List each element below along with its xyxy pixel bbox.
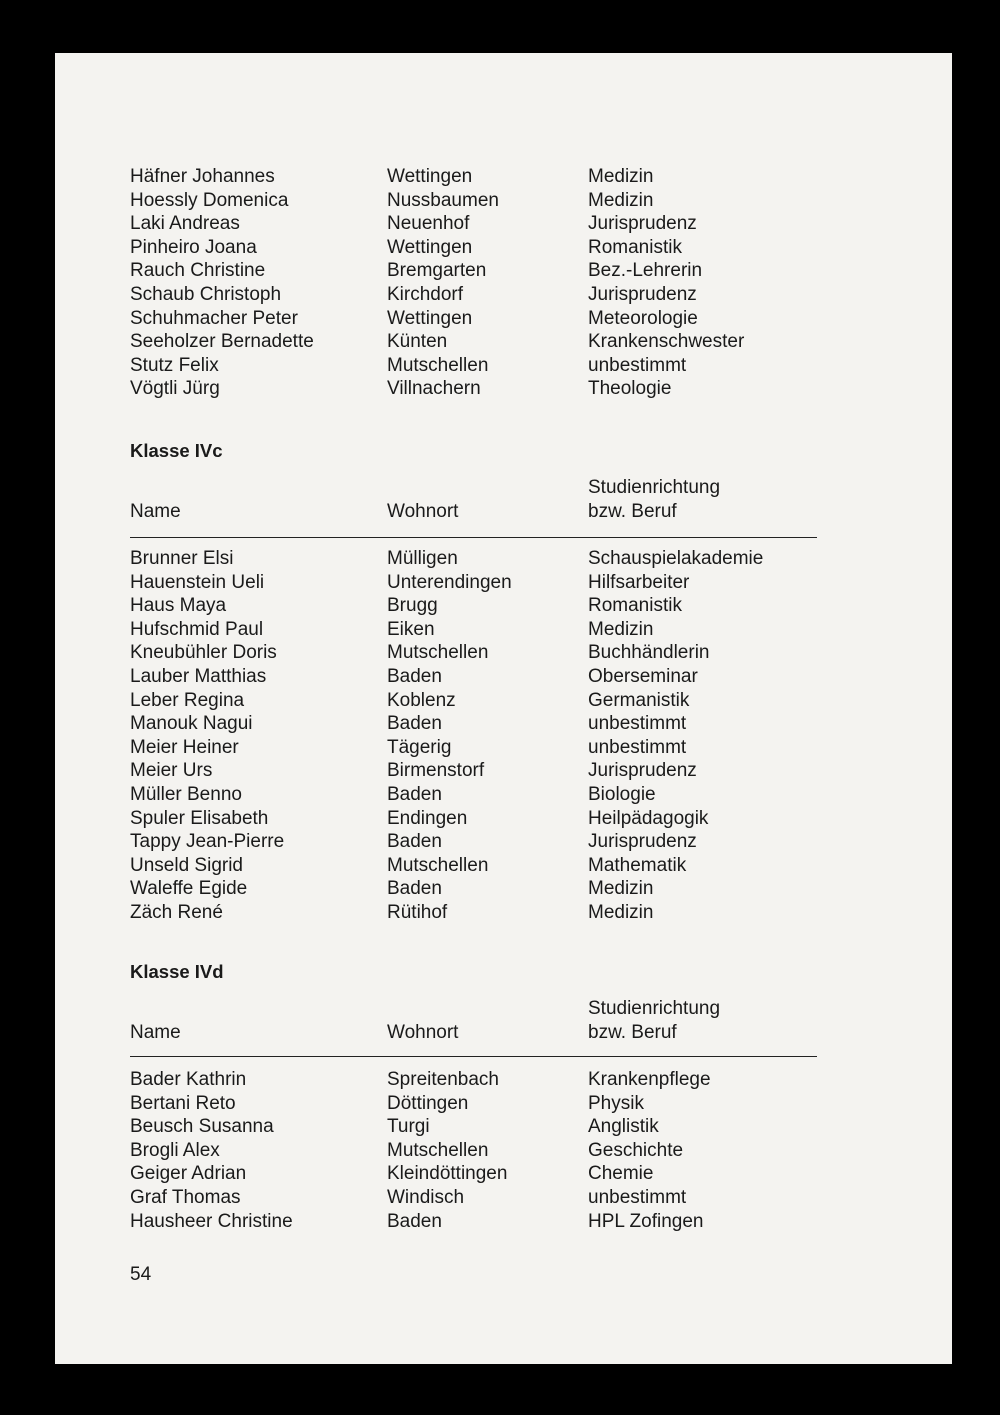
name-cell: Meier Heiner: [130, 736, 239, 758]
studienrichtung-cell: Anglistik: [588, 1116, 659, 1138]
name-cell: Bertani Reto: [130, 1092, 236, 1114]
studienrichtung-cell: Bez.-Lehrerin: [588, 260, 703, 282]
wohnort-cell: Windisch: [387, 1186, 465, 1208]
column-headers-ivd: [130, 997, 820, 1047]
studienrichtung-cell: Jurisprudenz: [588, 760, 697, 782]
column-header-name: Name: [130, 1022, 181, 1043]
studienrichtung-cell: HPL Zofingen: [588, 1210, 704, 1232]
studienrichtung-cell: Medizin: [588, 901, 654, 923]
wohnort-cell: Bremgarten: [387, 260, 487, 282]
wohnort-cell: Brugg: [387, 595, 438, 617]
studienrichtung-cell: Medizin: [588, 878, 654, 900]
studienrichtung-cell: Schauspielakademie: [588, 548, 764, 569]
studienrichtung-cell: Chemie: [588, 1163, 654, 1185]
column-header-wohnort: Wohnort: [387, 501, 459, 522]
studienrichtung-cell: Buchhändlerin: [588, 642, 710, 664]
name-cell: Hausheer Christine: [130, 1210, 293, 1232]
wohnort-cell: Baden: [387, 831, 442, 853]
wohnort-cell: Tägerig: [387, 736, 452, 758]
wohnort-cell: Kirchdorf: [387, 283, 464, 305]
wohnort-cell: Baden: [387, 878, 442, 900]
name-cell: Häfner Johannes: [130, 166, 275, 187]
name-cell: Leber Regina: [130, 689, 245, 711]
wohnort-cell: Künten: [387, 331, 448, 353]
name-cell: Geiger Adrian: [130, 1163, 247, 1185]
column-header-wohnort: Wohnort: [387, 1022, 459, 1043]
wohnort-cell: Baden: [387, 783, 442, 805]
studienrichtung-cell: Mathematik: [588, 854, 687, 876]
wohnort-cell: Mutschellen: [387, 642, 489, 664]
studienrichtung-cell: Jurisprudenz: [588, 283, 697, 305]
name-cell: Hauenstein Ueli: [130, 571, 265, 593]
section-heading-ivd: Klasse IVd: [130, 961, 224, 982]
studienrichtung-cell: Jurisprudenz: [588, 213, 697, 235]
column-header-studienrichtung: Studienrichtung: [588, 477, 721, 498]
studienrichtung-cell: unbestimmt: [588, 736, 687, 758]
studienrichtung-cell: Krankenschwester: [588, 331, 745, 353]
document-page: [55, 53, 952, 1364]
studienrichtung-cell: Biologie: [588, 783, 656, 805]
studienrichtung-cell: unbestimmt: [588, 713, 687, 735]
name-cell: Graf Thomas: [130, 1186, 241, 1208]
wohnort-cell: Baden: [387, 713, 442, 735]
studienrichtung-cell: Geschichte: [588, 1139, 684, 1161]
studienrichtung-cell: Romanistik: [588, 236, 682, 258]
studienrichtung-cell: Meteorologie: [588, 307, 698, 329]
studienrichtung-cell: Physik: [588, 1092, 644, 1114]
name-cell: Rauch Christine: [130, 260, 266, 282]
studienrichtung-cell: unbestimmt: [588, 354, 687, 376]
wohnort-cell: Unterendingen: [387, 571, 512, 593]
name-cell: Spuler Elisabeth: [130, 807, 269, 829]
wohnort-cell: Mutschellen: [387, 1139, 489, 1161]
column-header-name: Name: [130, 501, 181, 522]
column-header-studienrichtung: Studienrichtung: [588, 998, 721, 1019]
section-heading-ivc: Klasse IVc: [130, 440, 223, 461]
name-cell: Stutz Felix: [130, 354, 219, 376]
name-cell: Unseld Sigrid: [130, 854, 243, 876]
wohnort-cell: Rütihof: [387, 901, 448, 923]
wohnort-cell: Wettingen: [387, 307, 473, 329]
page-number: 54: [130, 1264, 152, 1285]
studienrichtung-cell: Medizin: [588, 166, 654, 187]
studienrichtung-cell: Hilfsarbeiter: [588, 571, 690, 593]
studienrichtung-cell: Medizin: [588, 618, 654, 640]
name-cell: Pinheiro Joana: [130, 236, 257, 258]
wohnort-cell: Neuenhof: [387, 213, 470, 235]
header-divider-ivc: [130, 537, 817, 538]
wohnort-cell: Wettingen: [387, 236, 473, 258]
column-header-beruf: bzw. Beruf: [588, 501, 677, 522]
wohnort-cell: Spreitenbach: [387, 1069, 499, 1090]
name-cell: Hufschmid Paul: [130, 618, 264, 640]
name-cell: Kneubühler Doris: [130, 642, 277, 664]
wohnort-cell: Birmenstorf: [387, 760, 485, 782]
name-cell: Schaub Christoph: [130, 283, 282, 305]
wohnort-cell: Wettingen: [387, 166, 473, 187]
name-cell: Tappy Jean-Pierre: [130, 831, 285, 853]
name-cell: Lauber Matthias: [130, 665, 267, 687]
wohnort-cell: Mülligen: [387, 548, 458, 569]
studienrichtung-cell: Medizin: [588, 189, 654, 211]
studienrichtung-cell: Jurisprudenz: [588, 831, 697, 853]
wohnort-cell: Baden: [387, 1210, 442, 1232]
wohnort-cell: Koblenz: [387, 689, 456, 711]
name-cell: Schuhmacher Peter: [130, 307, 298, 329]
name-cell: Laki Andreas: [130, 213, 240, 235]
studienrichtung-cell: unbestimmt: [588, 1186, 687, 1208]
column-header-beruf: bzw. Beruf: [588, 1022, 677, 1043]
studienrichtung-cell: Romanistik: [588, 595, 682, 617]
studienrichtung-cell: Oberseminar: [588, 665, 698, 687]
wohnort-cell: Endingen: [387, 807, 468, 829]
name-cell: Manouk Nagui: [130, 713, 253, 735]
wohnort-cell: Döttingen: [387, 1092, 469, 1114]
name-cell: Beusch Susanna: [130, 1116, 274, 1138]
name-cell: Hoessly Domenica: [130, 189, 289, 211]
name-cell: Haus Maya: [130, 595, 227, 617]
column-headers-ivc: [130, 476, 820, 526]
name-cell: Bader Kathrin: [130, 1069, 247, 1090]
name-cell: Meier Urs: [130, 760, 213, 782]
studienrichtung-cell: Krankenpflege: [588, 1069, 711, 1090]
wohnort-cell: Baden: [387, 665, 442, 687]
name-cell: Vögtli Jürg: [130, 378, 220, 400]
studienrichtung-cell: Heilpädagogik: [588, 807, 709, 829]
name-cell: Brunner Elsi: [130, 548, 234, 569]
studienrichtung-cell: Theologie: [588, 378, 672, 400]
name-cell: Zäch René: [130, 901, 223, 923]
name-cell: Waleffe Egide: [130, 878, 248, 900]
wohnort-cell: Turgi: [387, 1116, 430, 1138]
wohnort-cell: Villnachern: [387, 378, 481, 400]
header-divider-ivd: [130, 1056, 817, 1057]
name-cell: Brogli Alex: [130, 1139, 220, 1161]
name-cell: Müller Benno: [130, 783, 242, 805]
wohnort-cell: Eiken: [387, 618, 435, 640]
studienrichtung-cell: Germanistik: [588, 689, 690, 711]
name-cell: Seeholzer Bernadette: [130, 331, 314, 353]
wohnort-cell: Nussbaumen: [387, 189, 499, 211]
wohnort-cell: Kleindöttingen: [387, 1163, 508, 1185]
wohnort-cell: Mutschellen: [387, 854, 489, 876]
wohnort-cell: Mutschellen: [387, 354, 489, 376]
